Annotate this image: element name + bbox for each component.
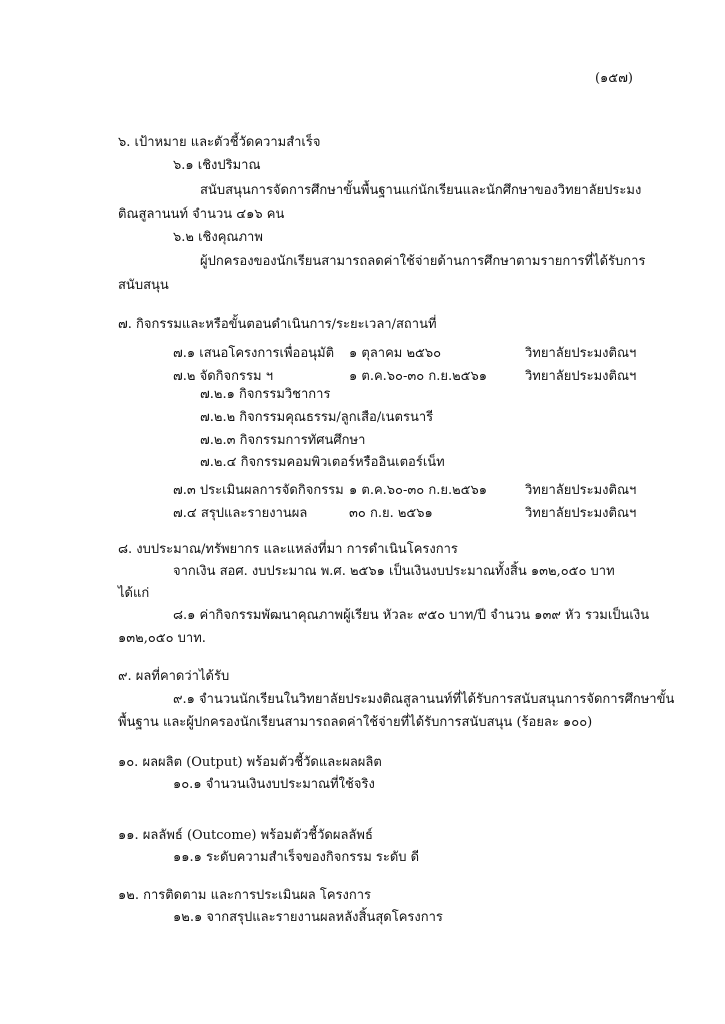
section-8-1-line1: ๘.๑ ค่ากิจกรรมพัฒนาคุณภาพผู้เรียน หัวละ ๙๕๐ บาท/ปี จำนวน ๑๓๙ หัว รวมเป็นเงิน: [173, 608, 650, 623]
activity-sub-item: ๗.๒.๓ กิจกรรมการทัศนศึกษา: [200, 433, 366, 448]
activity-place: วิทยาลัยประมงติณฯ: [525, 483, 637, 498]
section-10-1: ๑๐.๑ จำนวนเงินงบประมาณที่ใช้จริง: [173, 777, 375, 792]
activity-period: ๑ ต.ค.๖๐-๓๐ ก.ย.๒๕๖๑: [349, 483, 487, 498]
activity-place: วิทยาลัยประมงติณฯ: [525, 506, 637, 521]
section-6-2-text-line1: ผู้ปกครองของนักเรียนสามารถลดค่าใช้จ่ายด้านการศึกษาตามรายการที่ได้รับการ: [200, 254, 646, 269]
activity-name: ๗.๔ สรุปและรายงานผล: [173, 506, 308, 521]
activity-period: ๓๐ ก.ย. ๒๕๖๑: [349, 506, 433, 521]
section-6-1-text-line1: สนับสนุนการจัดการศึกษาขั้นพื้นฐานแก่นักเรียนและนักศึกษาของวิทยาลัยประมง: [200, 183, 642, 198]
activity-sub-item: ๗.๒.๔ กิจกรรมคอมพิวเตอร์หรืออินเตอร์เน็ท: [200, 455, 445, 470]
activity-name: ๗.๒ จัดกิจกรรม ฯ: [173, 369, 273, 384]
section-8-1-line2: ๑๓๒,๐๕๐ บาท.: [118, 631, 206, 646]
section-12-1: ๑๒.๑ จากสรุปและรายงานผลหลังสิ้นสุดโครงการ: [173, 910, 443, 925]
activity-place: วิทยาลัยประมงติณฯ: [525, 369, 637, 384]
section-8-budget-line: จากเงิน สอศ. งบประมาณ พ.ศ. ๒๕๖๑ เป็นเงินงบประมาณทั้งสิ้น ๑๓๒,๐๕๐ บาท: [173, 564, 615, 579]
section-9-1-line2: พื้นฐาน และผู้ปกครองนักเรียนสามารถลดค่าใช้จ่ายที่ได้รับการสนับสนุน (ร้อยละ ๑๐๐): [118, 715, 593, 730]
section-8-budget-line2: ได้แก่: [118, 586, 150, 601]
section-9-1-line1: ๙.๑ จำนวนนักเรียนในวิทยาลัยประมงติณสูลานนท์ที่ได้รับการสนับสนุนการจัดการศึกษาขั้น: [173, 692, 675, 707]
section-9-heading: ๙. ผลที่คาดว่าได้รับ: [118, 669, 230, 684]
section-6-heading: ๖. เป้าหมาย และตัวชี้วัดความสำเร็จ: [118, 135, 321, 150]
section-11-heading: ๑๑. ผลลัพธ์ (Outcome) พร้อมตัวชี้วัดผลลัพธ์: [118, 828, 373, 843]
section-11-1: ๑๑.๑ ระดับความสำเร็จของกิจกรรม ระดับ ดี: [173, 850, 420, 865]
section-8-heading: ๘. งบประมาณ/ทรัพยากร และแหล่งที่มา การดำเนินโครงการ: [118, 542, 458, 557]
activity-sub-item: ๗.๒.๒ กิจกรรมคุณธรรม/ลูกเสือ/เนตรนารี: [200, 410, 434, 425]
section-12-heading: ๑๒. การติดตาม และการประเมินผล โครงการ: [118, 888, 372, 903]
activity-sub-item: ๗.๒.๑ กิจกรรมวิชาการ: [200, 387, 331, 402]
page-number: (๑๕๗): [594, 71, 633, 86]
section-6-2-text-line2: สนับสนุน: [118, 278, 169, 293]
activity-period: ๑ ตุลาคม ๒๕๖๐: [349, 346, 442, 361]
activity-place: วิทยาลัยประมงติณฯ: [525, 346, 637, 361]
section-7-heading: ๗. กิจกรรมและหรือขั้นตอนดำเนินการ/ระยะเวลา/สถานที่: [118, 317, 437, 332]
section-6-1-title: ๖.๑ เชิงปริมาณ: [173, 158, 261, 173]
section-6-1-text-line2: ติณสูลานนท์ จำนวน ๔๑๖ คน: [118, 207, 285, 222]
activity-period: ๑ ต.ค.๖๐-๓๐ ก.ย.๒๕๖๑: [349, 369, 487, 384]
activity-name: ๗.๑ เสนอโครงการเพื่ออนุมัติ: [173, 346, 335, 361]
section-6-2-title: ๖.๒ เชิงคุณภาพ: [173, 230, 263, 245]
activity-name: ๗.๓ ประเมินผลการจัดกิจกรรม: [173, 483, 344, 498]
section-10-heading: ๑๐. ผลผลิต (Output) พร้อมตัวชี้วัดและผลผลิต: [118, 755, 382, 770]
